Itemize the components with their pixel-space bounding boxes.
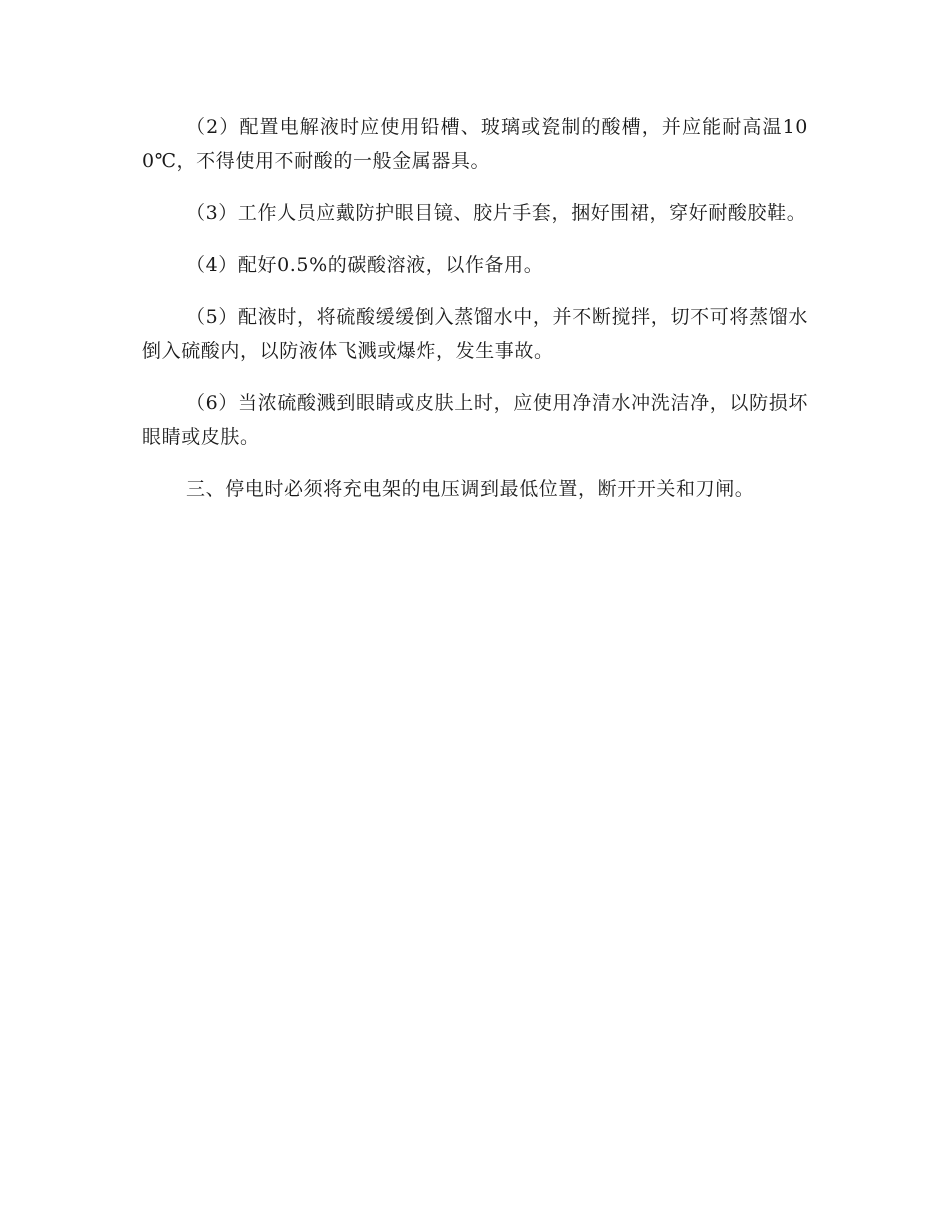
- paragraph-item-2: （2）配置电解液时应使用铅槽、玻璃或瓷制的酸槽，并应能耐高温100℃，不得使用不耐酸的一般金属器具。: [142, 116, 808, 172]
- paragraph-item-4: （4）配好0.5%的碳酸溶液，以作备用。: [186, 254, 544, 276]
- section-three-paragraph: 三、停电时必须将充电架的电压调到最低位置，断开开关和刀闸。: [186, 478, 755, 500]
- document-body: [142, 110, 808, 524]
- paragraph-item-6: （6）当浓硫酸溅到眼睛或皮肤上时，应使用净清水冲洗洁净，以防损坏眼睛或皮肤。: [142, 392, 808, 448]
- paragraph-item-5: （5）配液时，将硫酸缓缓倒入蒸馏水中，并不断搅拌，切不可将蒸馏水倒入硫酸内，以防液体飞溅或爆炸，发生事故。: [142, 306, 808, 362]
- paragraph-item-3: （3）工作人员应戴防护眼目镜、胶片手套，捆好围裙，穿好耐酸胶鞋。: [186, 202, 807, 224]
